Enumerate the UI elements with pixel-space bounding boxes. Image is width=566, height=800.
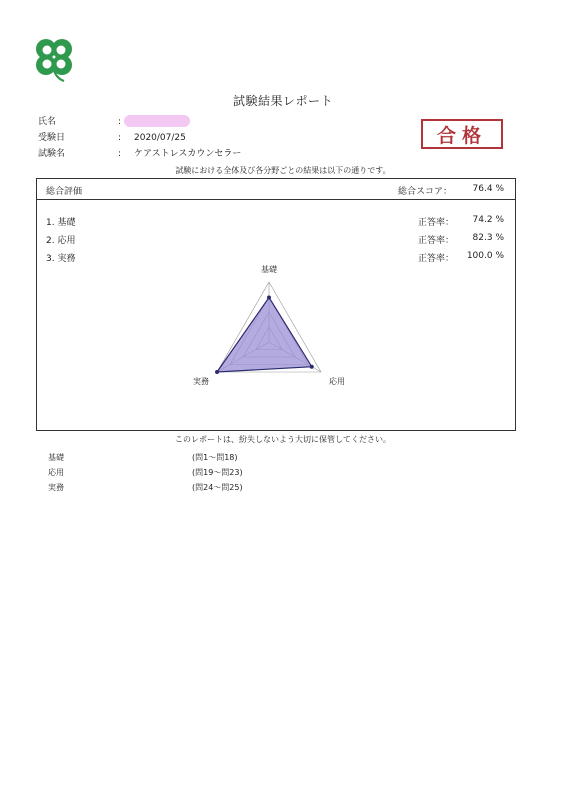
radar-point: [215, 370, 219, 374]
range-value: (問19〜問23): [192, 468, 243, 477]
summary-label: 総合評価: [46, 187, 83, 197]
category-label: 3. 実務: [46, 254, 76, 264]
radar-axis-label: 実務: [193, 377, 210, 386]
rate-value: 100.0 %: [466, 251, 504, 261]
category-label: 2. 応用: [46, 236, 76, 246]
header-colon: :: [118, 133, 122, 143]
range-value: (問1〜問18): [192, 453, 238, 462]
rate-label: 正答率：: [418, 236, 455, 246]
rate-value: 82.3 %: [472, 233, 504, 243]
clover-logo-icon: [30, 34, 78, 82]
footer-note: このレポートは、紛失しないよう大切に保管してください。: [175, 435, 391, 444]
intro-text: 試験における全体及び各分野ごとの結果は以下の通りです。: [175, 166, 391, 175]
header-colon: :: [118, 117, 122, 127]
header-label: 受験日: [38, 133, 66, 143]
radar-point: [267, 295, 271, 299]
header-value: ケアストレスカウンセラー: [134, 149, 242, 159]
header-value: 2020/07/25: [134, 133, 186, 143]
range-label: 実務: [48, 483, 64, 492]
radar-axis-label: 応用: [328, 377, 345, 386]
total-score-value: 76.4 %: [472, 184, 504, 194]
range-label: 基礎: [48, 453, 64, 462]
radar-series-area: [217, 297, 312, 372]
rate-label: 正答率：: [418, 254, 455, 264]
rate-value: 74.2 %: [472, 215, 504, 225]
pass-stamp: 合格: [421, 119, 503, 149]
total-score-label: 総合スコア：: [398, 187, 453, 197]
range-label: 応用: [48, 468, 64, 477]
radar-chart: [180, 260, 360, 400]
range-value: (問24〜問25): [192, 483, 243, 492]
radar-axis-label: 基礎: [261, 265, 277, 274]
radar-point: [310, 365, 314, 369]
header-colon: :: [118, 149, 122, 159]
header-label: 氏名: [38, 117, 57, 127]
rate-label: 正答率：: [418, 218, 455, 228]
category-label: 1. 基礎: [46, 218, 76, 228]
header-label: 試験名: [38, 149, 66, 159]
redacted-name: [124, 115, 190, 127]
report-title: 試験結果レポート: [232, 94, 333, 108]
